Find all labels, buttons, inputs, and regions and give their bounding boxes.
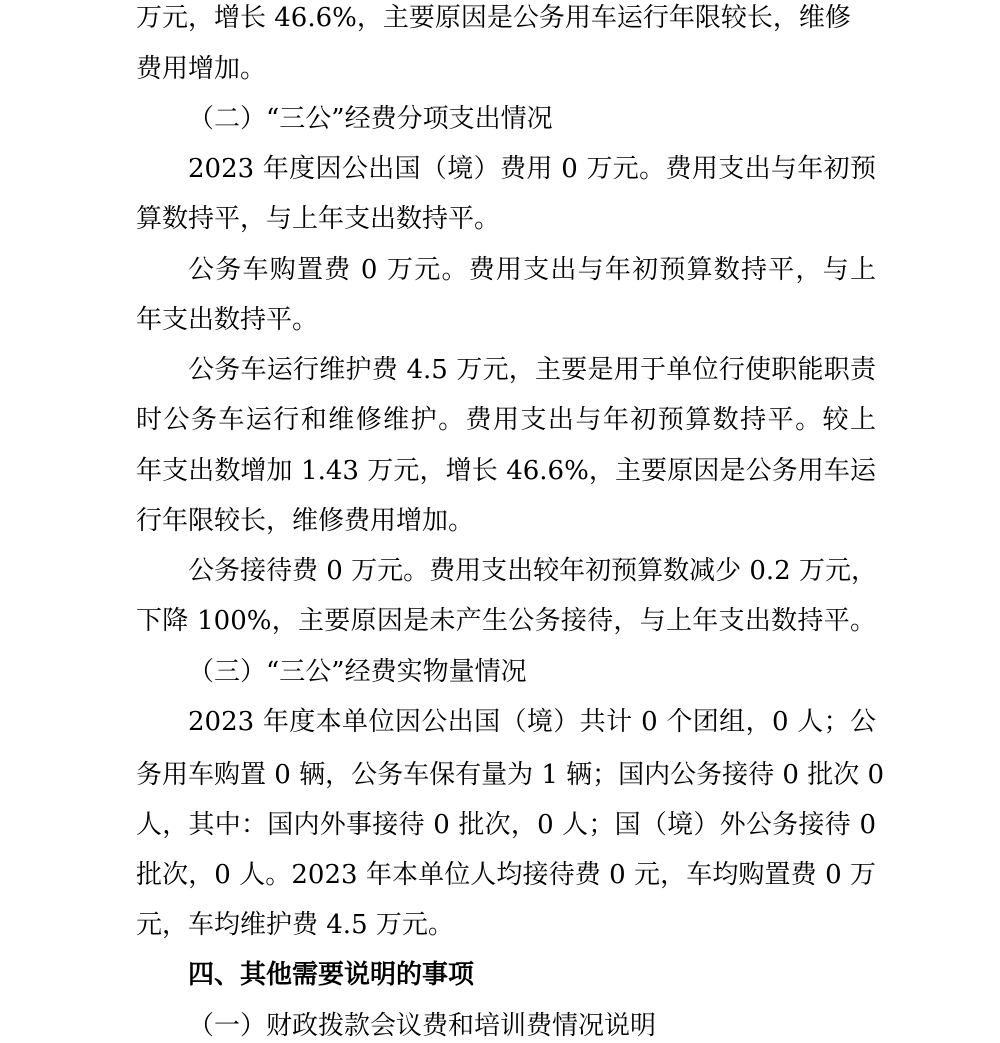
paragraph-line: 批次，0 人。2023 年本单位人均接待费 0 元，车均购置费 0 万 [136,860,876,890]
subheading-one: （一）财政拨款会议费和培训费情况说明 [188,1011,657,1041]
paragraph-line: 公务接待费 0 万元。费用支出较年初预算数减少 0.2 万元， [188,556,877,586]
paragraph-line: 费用增加。 [136,54,267,84]
paragraph-line: 时公务车运行和维修维护。费用支出与年初预算数持平。较上 [136,405,876,435]
paragraph-line: 元，车均维护费 4.5 万元。 [136,910,454,940]
paragraph-line: 年支出数持平。 [136,305,319,335]
paragraph-line: 人，其中：国内外事接待 0 批次，0 人；国（境）外公务接待 0 [136,810,876,840]
paragraph-line: 2023 年度本单位因公出国（境）共计 0 个团组，0 人；公 [188,707,876,737]
section-heading: 四、其他需要说明的事项 [188,960,475,990]
subheading-two: （二）“三公”经费分项支出情况 [188,104,553,134]
paragraph-line: 务用车购置 0 辆，公务车保有量为 1 辆；国内公务接待 0 批次 0 [136,760,885,790]
paragraph-line: 下降 100%，主要原因是未产生公务接待，与上年支出数持平。 [136,606,876,636]
paragraph-line: 算数持平，与上年支出数持平。 [136,204,501,234]
paragraph-line: 年支出数增加 1.43 万元，增长 46.6%，主要原因是公务用车运 [136,456,876,486]
paragraph-line: 万元，增长 46.6%，主要原因是公务用车运行年限较长，维修 [136,3,851,33]
paragraph-line: 行年限较长，维修费用增加。 [136,506,475,536]
paragraph-line: 2023 年度因公出国（境）费用 0 万元。费用支出与年初预 [188,154,876,184]
paragraph-line: 公务车购置费 0 万元。费用支出与年初预算数持平，与上 [188,255,876,285]
subheading-three: （三）“三公”经费实物量情况 [188,657,527,687]
paragraph-line: 公务车运行维护费 4.5 万元，主要是用于单位行使职能职责 [188,355,876,385]
